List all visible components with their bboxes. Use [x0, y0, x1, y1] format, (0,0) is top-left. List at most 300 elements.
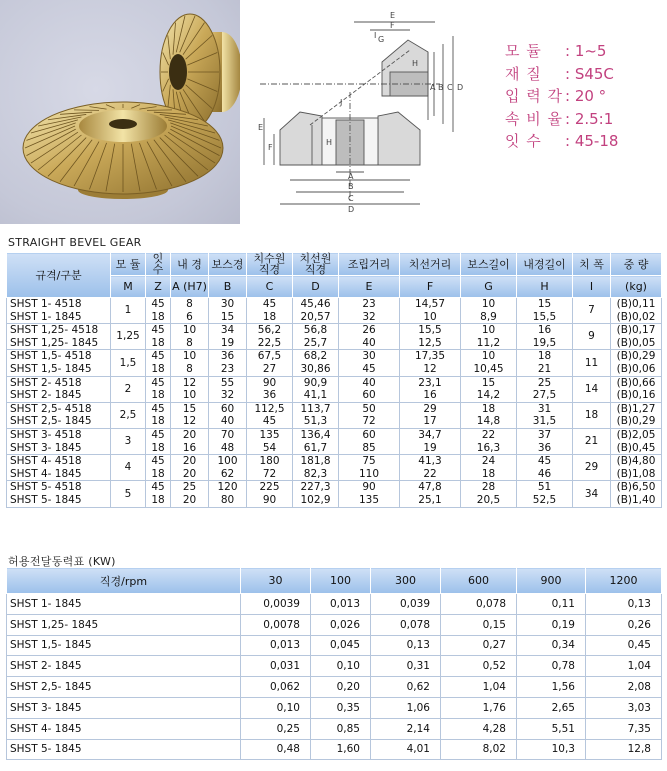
top-section [0, 0, 667, 226]
spec-code: SHST 1,25- 4518 [7, 324, 111, 337]
spec-value: : 20 ° [565, 87, 607, 105]
spec-table-row [7, 402, 662, 415]
spec-cell-h: 27,5 [517, 389, 573, 402]
label-e-top: E [390, 11, 396, 20]
spec-cell-d: 90,9 [293, 376, 339, 389]
power-code: SHST 1- 1845 [7, 594, 241, 615]
spec-cell-e: 72 [339, 415, 400, 428]
spec-cell-z: 18 [146, 337, 171, 350]
spec-code: SHST 1,5- 4518 [7, 350, 111, 363]
spec-table-title: STRAIGHT BEVEL GEAR [8, 236, 142, 249]
spec-cell-z: 45 [146, 350, 171, 363]
spec-cell-h: 37 [517, 428, 573, 441]
spec-cell-z: 45 [146, 481, 171, 494]
spec-cell-a: 12 [171, 376, 209, 389]
spec-cell-c: 45 [247, 415, 293, 428]
spec-cell-h: 36 [517, 442, 573, 455]
spec-value: : 2.5:1 [565, 109, 614, 128]
spec-cell-g: 28 [461, 481, 517, 494]
spec-cell-f: 10 [400, 311, 461, 324]
spec-weight: (B)0,17 [611, 324, 662, 337]
spec-cell-b: 40 [209, 415, 247, 428]
spec-cell-d: 68,2 [293, 350, 339, 363]
spec-cell-h: 18 [517, 350, 573, 363]
power-table-title: 허용전달동력표 (KW) [8, 555, 116, 568]
spec-cell-d: 45,46 [293, 298, 339, 311]
spec-weight: (B)4,80 [611, 455, 662, 468]
spec-code: SHST 1,5- 1845 [7, 363, 111, 376]
power-rpm-header: 900 [517, 568, 586, 594]
power-value: 0,0039 [241, 594, 311, 615]
spec-unit-header: G [461, 276, 517, 298]
spec-table-row [7, 442, 662, 455]
spec-cell-a: 20 [171, 494, 209, 507]
spec-cell-h: 15,5 [517, 311, 573, 324]
spec-cell-c: 90 [247, 494, 293, 507]
spec-row [505, 40, 665, 63]
spec-column-header: 치 폭 [573, 253, 611, 276]
spec-label: 입 력 각 [505, 87, 564, 105]
power-table-row [7, 594, 662, 615]
power-value: 0,19 [517, 614, 586, 635]
power-value: 0,013 [241, 635, 311, 656]
spec-cell-a: 8 [171, 363, 209, 376]
spec-cell-a: 20 [171, 455, 209, 468]
spec-cell-c: 36 [247, 389, 293, 402]
spec-column-header: 내경길이 [517, 253, 573, 276]
spec-weight: (B)0,16 [611, 389, 662, 402]
spec-weight: (B)1,40 [611, 494, 662, 507]
label-j: J [340, 98, 343, 107]
spec-table-row [7, 311, 662, 324]
spec-cell-c: 27 [247, 363, 293, 376]
spec-cell-e: 50 [339, 402, 400, 415]
gear-tooth-line [147, 110, 172, 111]
bevel-gear-pair-image [0, 0, 240, 224]
spec-cell-z: 18 [146, 468, 171, 481]
spec-cell-d: 227,3 [293, 481, 339, 494]
spec-table-row [7, 389, 662, 402]
spec-cell-z: 18 [146, 442, 171, 455]
spec-cell-a: 8 [171, 337, 209, 350]
spec-cell-e: 30 [339, 350, 400, 363]
spec-cell-z: 18 [146, 363, 171, 376]
spec-cell-d: 51,3 [293, 415, 339, 428]
spec-cell-b: 100 [209, 455, 247, 468]
spec-cell-e: 85 [339, 442, 400, 455]
spec-module: 3 [111, 428, 146, 454]
label-f-top: F [390, 21, 395, 30]
spec-cell-b: 30 [209, 298, 247, 311]
spec-label: 모 듈 [505, 42, 542, 60]
power-table-row [7, 718, 662, 739]
spec-cell-c: 54 [247, 442, 293, 455]
spec-cell-b: 120 [209, 481, 247, 494]
spec-cell-b: 36 [209, 350, 247, 363]
technical-drawing [250, 0, 480, 222]
spec-cell-h: 15 [517, 298, 573, 311]
spec-cell-z: 18 [146, 311, 171, 324]
power-value: 2,65 [517, 697, 586, 718]
spec-face-width: 21 [573, 428, 611, 454]
spec-table-row [7, 494, 662, 507]
label-d-right: D [457, 83, 464, 92]
spec-cell-d: 113,7 [293, 402, 339, 415]
spec-table-row [7, 415, 662, 428]
power-value: 2,08 [586, 677, 662, 698]
power-value: 8,02 [441, 739, 517, 760]
power-value: 0,85 [311, 718, 371, 739]
spec-table-row [7, 481, 662, 494]
spec-cell-g: 10 [461, 350, 517, 363]
spec-table-row [7, 324, 662, 337]
spec-code: SHST 1- 1845 [7, 311, 111, 324]
spec-cell-a: 20 [171, 468, 209, 481]
power-value: 0,078 [441, 594, 517, 615]
gear-tooth-line [74, 110, 99, 111]
spec-cell-d: 56,8 [293, 324, 339, 337]
spec-column-header: 치선거리 [400, 253, 461, 276]
power-value: 0,34 [517, 635, 586, 656]
spec-cell-h: 31 [517, 402, 573, 415]
spec-cell-g: 10 [461, 298, 517, 311]
power-value: 0,26 [586, 614, 662, 635]
spec-weight: (B)0,06 [611, 363, 662, 376]
spec-cell-h: 45 [517, 455, 573, 468]
spec-code: SHST 2- 4518 [7, 376, 111, 389]
spec-face-width: 29 [573, 455, 611, 481]
power-value: 0,0078 [241, 614, 311, 635]
spec-cell-g: 18 [461, 402, 517, 415]
power-table-row [7, 677, 662, 698]
power-value: 0,45 [586, 635, 662, 656]
power-value: 0,62 [371, 677, 441, 698]
spec-cell-b: 62 [209, 468, 247, 481]
spec-cell-e: 40 [339, 337, 400, 350]
power-value: 0,078 [371, 614, 441, 635]
spec-module: 2,5 [111, 402, 146, 428]
spec-cell-z: 45 [146, 455, 171, 468]
spec-cell-e: 23 [339, 298, 400, 311]
spec-cell-a: 10 [171, 350, 209, 363]
spec-cell-c: 90 [247, 376, 293, 389]
spec-cell-z: 18 [146, 494, 171, 507]
spec-cell-c: 135 [247, 428, 293, 441]
spec-label: 재 질 [505, 64, 542, 83]
spec-table-row [7, 376, 662, 389]
spec-cell-c: 56,2 [247, 324, 293, 337]
power-value: 0,48 [241, 739, 311, 760]
spec-code: SHST 5- 1845 [7, 494, 111, 507]
spec-cell-f: 22 [400, 468, 461, 481]
spec-cell-d: 82,3 [293, 468, 339, 481]
label-h: H [326, 138, 333, 147]
spec-cell-c: 225 [247, 481, 293, 494]
power-value: 2,14 [371, 718, 441, 739]
spec-cell-a: 10 [171, 324, 209, 337]
power-code: SHST 1,25- 1845 [7, 614, 241, 635]
spec-column-header: 치수원 직경 [247, 253, 293, 276]
spec-cell-b: 60 [209, 402, 247, 415]
spec-column-header: 모 듈 [111, 253, 146, 276]
spec-cell-e: 60 [339, 428, 400, 441]
label-g: G [378, 35, 385, 44]
spec-cell-e: 60 [339, 389, 400, 402]
power-value: 12,8 [586, 739, 662, 760]
spec-module: 4 [111, 455, 146, 481]
power-table [6, 567, 662, 760]
spec-code: SHST 3- 4518 [7, 428, 111, 441]
spec-cell-f: 23,1 [400, 376, 461, 389]
power-value: 0,045 [311, 635, 371, 656]
power-rpm-header: 30 [241, 568, 311, 594]
label-c-right: C [447, 83, 453, 92]
spec-cell-g: 14,8 [461, 415, 517, 428]
spec-cell-c: 18 [247, 311, 293, 324]
spec-cell-d: 30,86 [293, 363, 339, 376]
spec-cell-g: 10 [461, 324, 517, 337]
spec-cell-c: 72 [247, 468, 293, 481]
spec-cell-f: 29 [400, 402, 461, 415]
spec-cell-g: 15 [461, 376, 517, 389]
gear-photo [0, 0, 240, 224]
spec-cell-h: 51 [517, 481, 573, 494]
spec-cell-f: 47,8 [400, 481, 461, 494]
label-a: A [348, 172, 354, 181]
spec-cell-z: 45 [146, 376, 171, 389]
spec-cell-c: 67,5 [247, 350, 293, 363]
label-a-right: A [430, 83, 436, 92]
spec-code: SHST 2,5- 1845 [7, 415, 111, 428]
spec-cell-c: 112,5 [247, 402, 293, 415]
spec-cell-d: 181,8 [293, 455, 339, 468]
product-spec-list [505, 40, 665, 153]
power-value: 0,031 [241, 656, 311, 677]
spec-cell-b: 80 [209, 494, 247, 507]
power-value: 0,52 [441, 656, 517, 677]
power-value: 1,60 [311, 739, 371, 760]
power-rpm-header: 100 [311, 568, 371, 594]
spec-column-header: 내 경 [171, 253, 209, 276]
spec-cell-d: 41,1 [293, 389, 339, 402]
spec-weight: (B)0,05 [611, 337, 662, 350]
spec-column-header: 치선원 직경 [293, 253, 339, 276]
spec-cell-f: 34,7 [400, 428, 461, 441]
spec-cell-h: 46 [517, 468, 573, 481]
spec-weight: (B)0,45 [611, 442, 662, 455]
power-value: 1,04 [586, 656, 662, 677]
power-value: 10,3 [517, 739, 586, 760]
label-h-top: H [412, 59, 419, 68]
power-code: SHST 1,5- 1845 [7, 635, 241, 656]
spec-module: 1,5 [111, 350, 146, 376]
power-code: SHST 3- 1845 [7, 697, 241, 718]
spec-cell-g: 16,3 [461, 442, 517, 455]
spec-face-width: 7 [573, 298, 611, 324]
power-rpm-header: 300 [371, 568, 441, 594]
spec-header-row [7, 253, 662, 276]
spec-cell-f: 14,57 [400, 298, 461, 311]
spec-cell-f: 19 [400, 442, 461, 455]
spec-cell-a: 25 [171, 481, 209, 494]
spec-code: SHST 3- 1845 [7, 442, 111, 455]
spec-cell-b: 34 [209, 324, 247, 337]
spec-table-row [7, 455, 662, 468]
power-code: SHST 2- 1845 [7, 656, 241, 677]
spec-weight: (B)0,11 [611, 298, 662, 311]
spec-column-header: 보스길이 [461, 253, 517, 276]
label-d: D [348, 205, 355, 214]
spec-cell-e: 26 [339, 324, 400, 337]
spec-cell-a: 20 [171, 428, 209, 441]
spec-cell-h: 19,5 [517, 337, 573, 350]
spec-label: 속 비 율 [505, 109, 564, 128]
spec-table [6, 252, 662, 508]
power-value: 0,31 [371, 656, 441, 677]
power-value: 0,35 [311, 697, 371, 718]
power-code: SHST 4- 1845 [7, 718, 241, 739]
spec-cell-e: 75 [339, 455, 400, 468]
spec-cell-e: 90 [339, 481, 400, 494]
spec-table-row [7, 337, 662, 350]
spec-unit-header: M [111, 276, 146, 298]
spec-module: 1,25 [111, 324, 146, 350]
spec-cell-z: 45 [146, 298, 171, 311]
spec-column-header: 조립거리 [339, 253, 400, 276]
spec-value: : 45-18 [565, 132, 619, 150]
spec-module: 2 [111, 376, 146, 402]
power-table-row [7, 697, 662, 718]
spec-module: 5 [111, 481, 146, 507]
spec-row [505, 108, 665, 131]
spec-cell-h: 21 [517, 363, 573, 376]
power-value: 1,06 [371, 697, 441, 718]
power-value: 0,013 [311, 594, 371, 615]
spec-cell-b: 55 [209, 376, 247, 389]
gear-dimension-diagram [250, 0, 480, 222]
spec-weight: (B)0,66 [611, 376, 662, 389]
spec-unit-header: E [339, 276, 400, 298]
power-value: 0,11 [517, 594, 586, 615]
spec-weight: (B)2,05 [611, 428, 662, 441]
spec-cell-b: 15 [209, 311, 247, 324]
power-rpm-header: 600 [441, 568, 517, 594]
spec-face-width: 34 [573, 481, 611, 507]
label-b-right: B [438, 83, 444, 92]
power-value: 0,10 [311, 656, 371, 677]
spec-cell-b: 48 [209, 442, 247, 455]
spec-unit-header: (kg) [611, 276, 662, 298]
spec-cell-g: 22 [461, 428, 517, 441]
spec-cell-e: 40 [339, 376, 400, 389]
power-value: 0,25 [241, 718, 311, 739]
spec-cell-e: 135 [339, 494, 400, 507]
spec-row [505, 130, 665, 153]
power-header-row [7, 568, 662, 594]
spec-cell-z: 18 [146, 389, 171, 402]
power-value: 5,51 [517, 718, 586, 739]
spec-code: SHST 1- 4518 [7, 298, 111, 311]
spec-cell-b: 70 [209, 428, 247, 441]
power-table-row [7, 739, 662, 760]
spec-weight: (B)1,27 [611, 402, 662, 415]
spec-column-header: 중 량 [611, 253, 662, 276]
spec-table-row [7, 428, 662, 441]
spec-cell-a: 10 [171, 389, 209, 402]
power-rpm-header: 1200 [586, 568, 662, 594]
spec-cell-b: 32 [209, 389, 247, 402]
spec-code: SHST 5- 4518 [7, 481, 111, 494]
spec-corner-header: 규격/구분 [7, 253, 111, 298]
spec-cell-a: 6 [171, 311, 209, 324]
power-value: 7,35 [586, 718, 662, 739]
spec-weight: (B)6,50 [611, 481, 662, 494]
spec-cell-f: 16 [400, 389, 461, 402]
spec-value: : 1~5 [565, 42, 607, 60]
spec-cell-e: 32 [339, 311, 400, 324]
spec-cell-a: 8 [171, 298, 209, 311]
spec-code: SHST 4- 4518 [7, 455, 111, 468]
spec-cell-h: 25 [517, 376, 573, 389]
spec-row [505, 63, 665, 86]
spec-value: : S45C [565, 64, 614, 83]
spec-cell-b: 23 [209, 363, 247, 376]
power-value: 0,20 [311, 677, 371, 698]
spec-unit-header: C [247, 276, 293, 298]
spec-module: 1 [111, 298, 146, 324]
spec-cell-d: 61,7 [293, 442, 339, 455]
spec-cell-z: 45 [146, 324, 171, 337]
power-value: 0,026 [311, 614, 371, 635]
power-table-row [7, 635, 662, 656]
spec-table-row [7, 298, 662, 311]
label-f: F [268, 143, 273, 152]
spec-unit-header: A (H7) [171, 276, 209, 298]
spec-cell-a: 15 [171, 402, 209, 415]
power-value: 4,01 [371, 739, 441, 760]
spec-unit-header: D [293, 276, 339, 298]
spec-cell-f: 17,35 [400, 350, 461, 363]
spec-label: 잇 수 [505, 132, 542, 150]
spec-cell-d: 20,57 [293, 311, 339, 324]
spec-cell-c: 180 [247, 455, 293, 468]
spec-cell-d: 102,9 [293, 494, 339, 507]
label-i: I [374, 31, 377, 40]
power-value: 0,039 [371, 594, 441, 615]
spec-cell-h: 52,5 [517, 494, 573, 507]
power-table-row [7, 614, 662, 635]
power-value: 0,27 [441, 635, 517, 656]
power-value: 1,04 [441, 677, 517, 698]
spec-cell-c: 45 [247, 298, 293, 311]
spec-cell-g: 11,2 [461, 337, 517, 350]
spec-face-width: 9 [573, 324, 611, 350]
power-value: 4,28 [441, 718, 517, 739]
spec-weight: (B)0,29 [611, 415, 662, 428]
spec-unit-header: I [573, 276, 611, 298]
power-value: 0,10 [241, 697, 311, 718]
power-value: 1,56 [517, 677, 586, 698]
spec-cell-b: 19 [209, 337, 247, 350]
spec-cell-h: 16 [517, 324, 573, 337]
spec-cell-g: 24 [461, 455, 517, 468]
spec-cell-z: 45 [146, 428, 171, 441]
spec-cell-f: 15,5 [400, 324, 461, 337]
spec-cell-f: 17 [400, 415, 461, 428]
spec-cell-f: 12 [400, 363, 461, 376]
power-code: SHST 2,5- 1845 [7, 677, 241, 698]
label-e: E [258, 123, 264, 132]
